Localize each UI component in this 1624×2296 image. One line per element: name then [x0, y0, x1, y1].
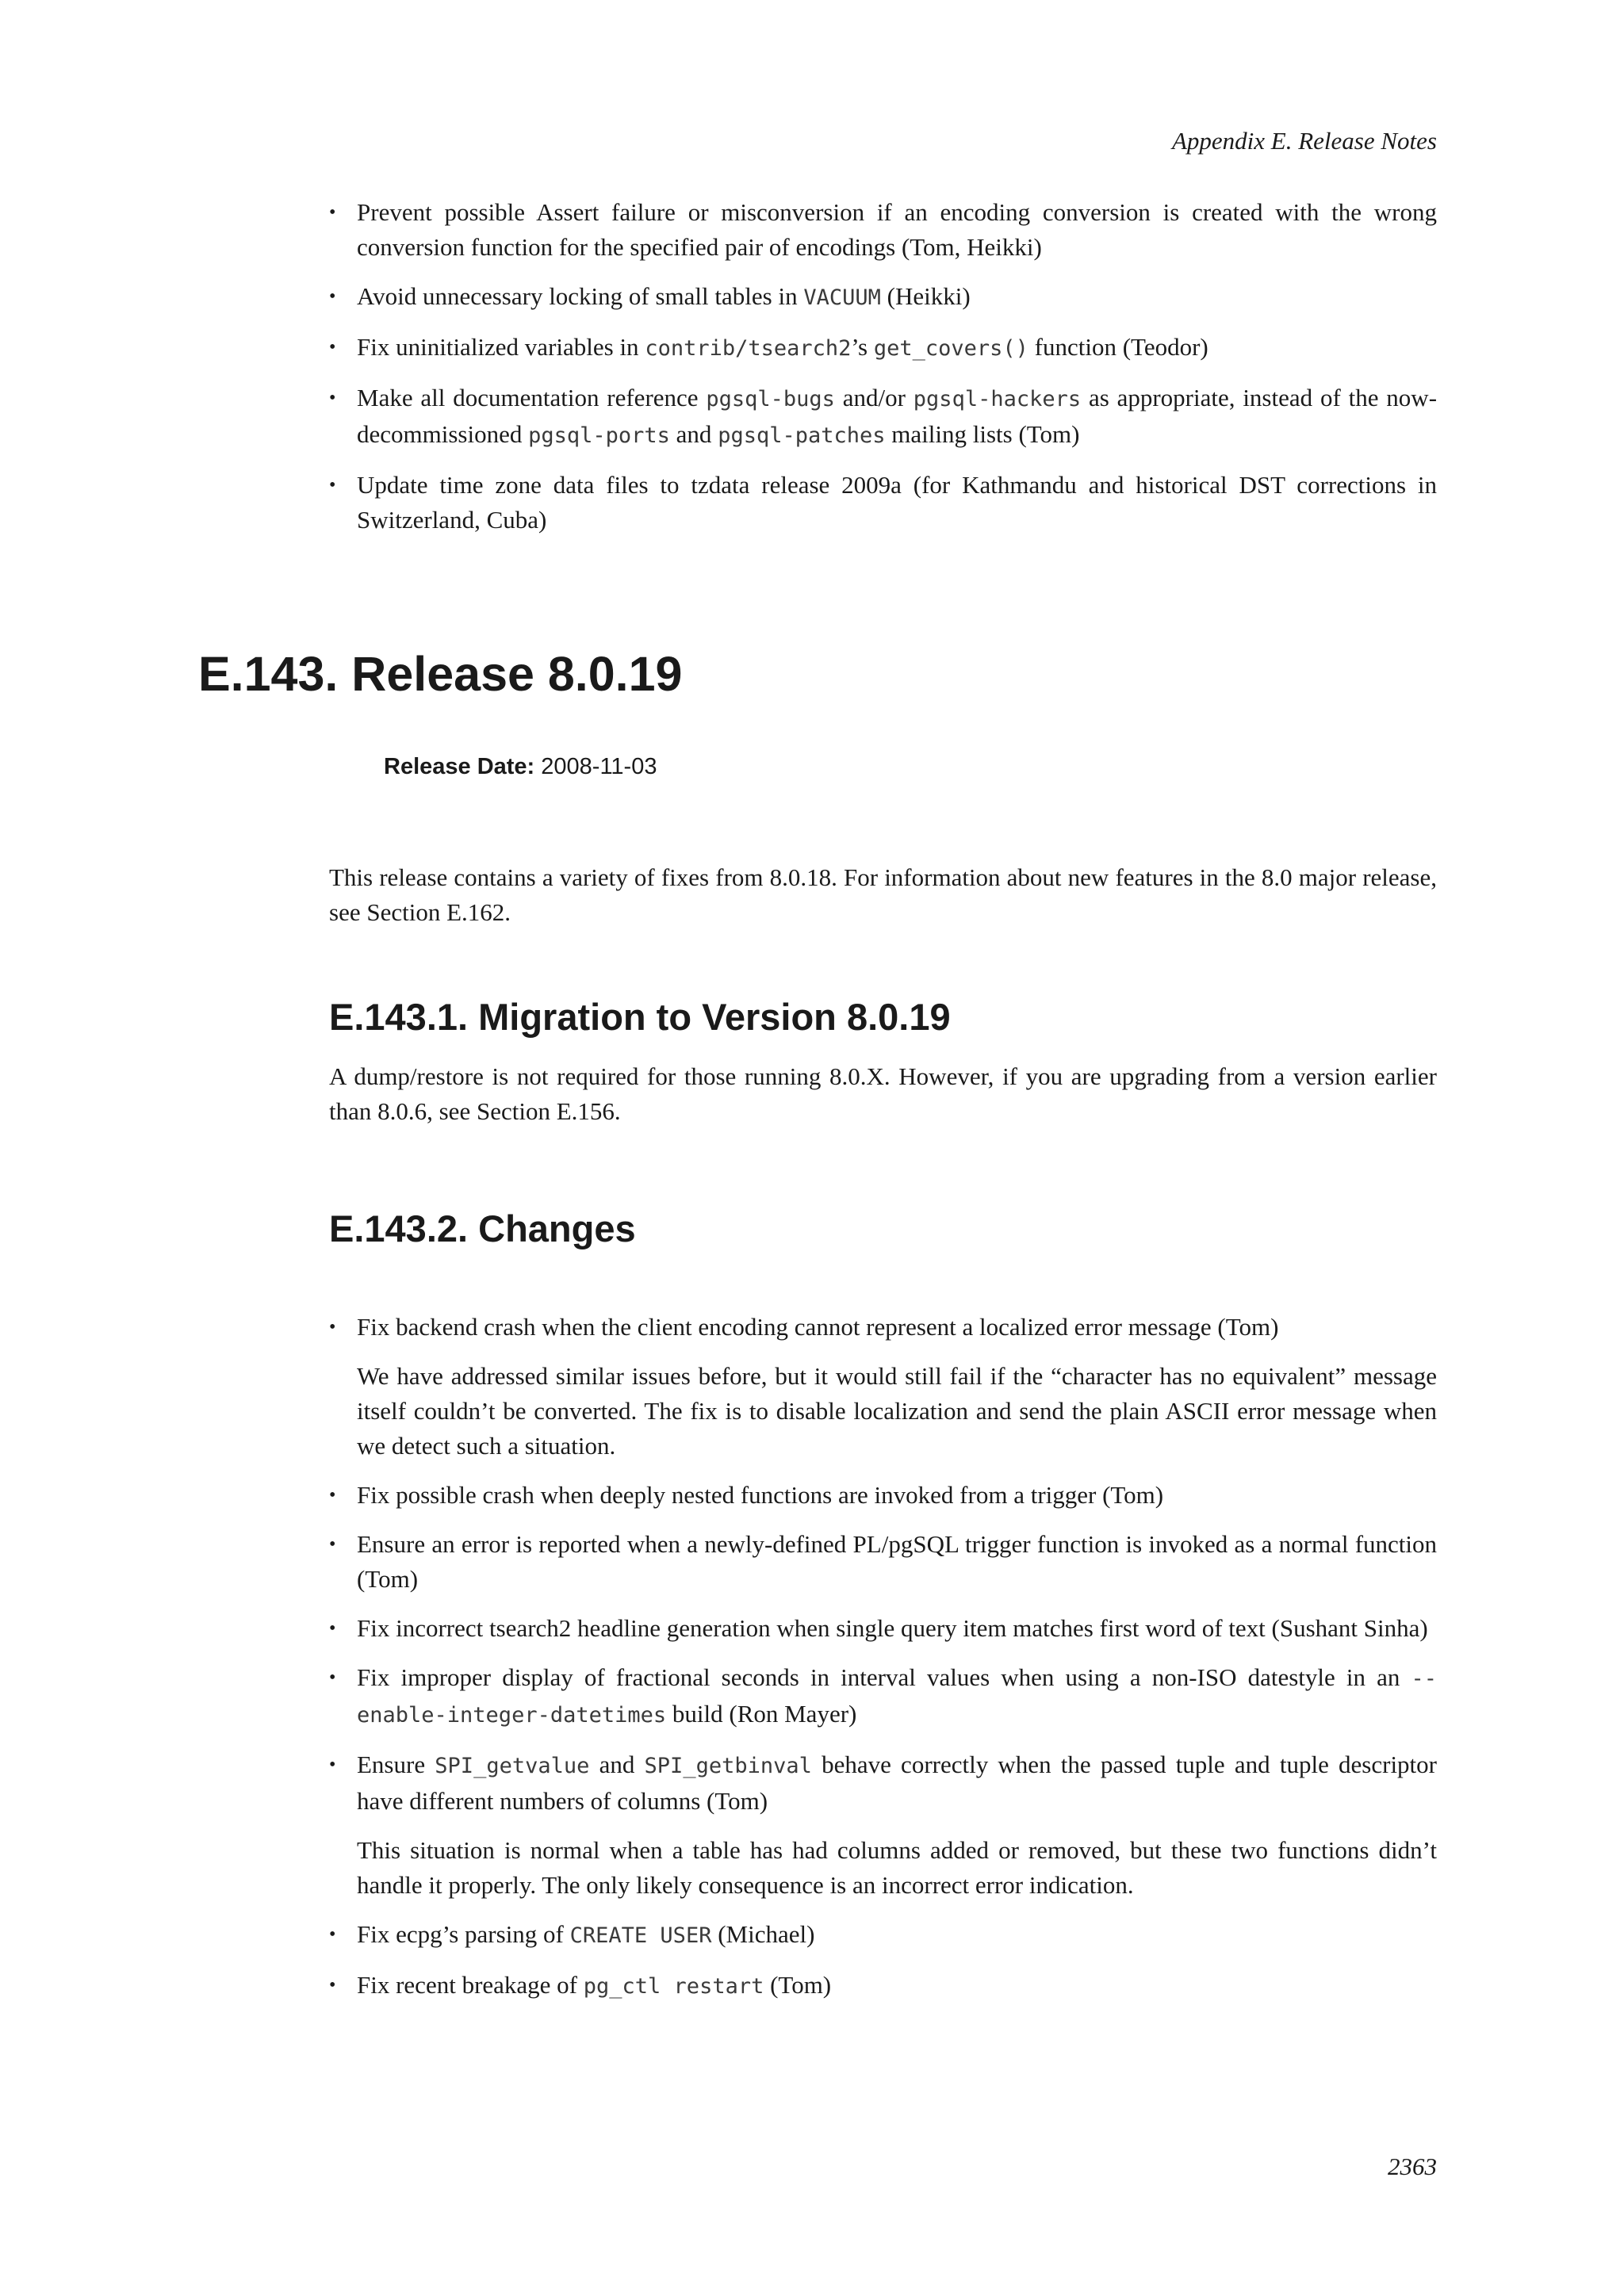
list-item: • Fix uninitialized variables in contrib/tsearch2’s get_covers() function (Teodor)	[329, 330, 1437, 366]
code-literal: --enable-integer-datetimes	[357, 1667, 1437, 1728]
code-literal: pgsql-ports	[528, 423, 670, 448]
page-number: 2363	[1388, 2152, 1437, 2180]
release-date-value: 2008-11-03	[541, 754, 657, 779]
list-item: • Fix possible crash when deeply nested functions are invoked from a trigger (Tom)	[329, 1478, 1437, 1513]
list-item: • Ensure an error is reported when a newly-defined PL/pgSQL trigger function is invoked as a normal function (Tom)	[329, 1527, 1437, 1597]
code-literal: SPI_getbinval	[644, 1754, 812, 1778]
code-literal: pgsql-hackers	[913, 387, 1082, 411]
list-item: • Fix ecpg’s parsing of CREATE USER (Michael)	[329, 1917, 1437, 1954]
list-item: • Prevent possible Assert failure or misconversion if an encoding conversion is created with the wrong conversion function for the specified pair of encodings (Tom, Heikki)	[329, 195, 1437, 265]
code-literal: VACUUM	[803, 285, 881, 310]
intro-paragraph: This release contains a variety of fixes from 8.0.18. For information about new features in the 8.0 major release, see Section E.162.	[329, 863, 1437, 926]
code-literal: contrib/tsearch2	[645, 336, 852, 361]
release-date-label: Release Date:	[384, 754, 535, 779]
section-title: E.143. Release 8.0.19	[198, 647, 683, 701]
code-literal: get_covers()	[873, 336, 1028, 361]
code-literal: SPI_getvalue	[435, 1754, 590, 1778]
list-item: • Fix backend crash when the client encoding cannot represent a localized error message (Tom) We have addressed similar issues before, but it would still fail if the “character has no equivalent” message itself couldn’t be converted. The fix is to disable localization and send the plain ASCII error message when we detect such a situation.	[329, 1310, 1437, 1464]
top-list-block	[329, 195, 1437, 552]
changes-bullet-list	[329, 1310, 1437, 2004]
list-item: • Make all documentation reference pgsql-bugs and/or pgsql-hackers as appropriate, instead of the now-decommissioned pgsql-ports and pgsql-patches mailing lists (Tom)	[329, 381, 1437, 453]
release-date-line	[384, 752, 657, 782]
list-item: • Avoid unnecessary locking of small tables in VACUUM (Heikki)	[329, 279, 1437, 316]
list-item: • Update time zone data files to tzdata release 2009a (for Kathmandu and historical DST corrections in Switzerland, Cuba)	[329, 468, 1437, 538]
changes-heading: E.143.2. Changes	[329, 1207, 636, 1249]
code-literal: pg_ctl restart	[583, 1974, 764, 1999]
migration-heading: E.143.1. Migration to Version 8.0.19	[329, 996, 951, 1038]
list-item: • Fix improper display of fractional seconds in interval values when using a non-ISO datestyle in an --enable-integer-datetimes build (Ron Mayer)	[329, 1660, 1437, 1733]
list-item: • Ensure SPI_getvalue and SPI_getbinval behave correctly when the passed tuple and tuple descriptor have different numbers of columns (Tom) This situation is normal when a table has had columns added or removed, but these two functions didn’t handle it properly. The only likely consequence is an incorrect error indication.	[329, 1747, 1437, 1903]
code-literal: pgsql-bugs	[706, 387, 835, 411]
top-bullet-list	[329, 195, 1437, 538]
list-item: • Fix recent breakage of pg_ctl restart (Tom)	[329, 1968, 1437, 2004]
intro-block	[329, 860, 1437, 930]
changes-block	[329, 1310, 1437, 2019]
code-literal: CREATE USER	[569, 1923, 712, 1948]
list-item: • Fix incorrect tsearch2 headline generation when single query item matches first word of text (Sushant Sinha)	[329, 1611, 1437, 1646]
running-header: Appendix E. Release Notes	[1171, 127, 1437, 155]
migration-paragraph: A dump/restore is not required for those running 8.0.X. However, if you are upgrading from a version earlier than 8.0.6, see Section E.156.	[329, 1062, 1437, 1125]
list-item-note: This situation is normal when a table has had columns added or removed, but these two functions didn’t handle it properly. The only likely consequence is an incorrect error indication.	[357, 1836, 1437, 1899]
code-literal: pgsql-patches	[718, 423, 886, 448]
migration-block	[329, 1059, 1437, 1129]
list-item-note: We have addressed similar issues before, but it would still fail if the “character has no equivalent” message itself couldn’t be converted. The fix is to disable localization and send the plain ASCII error message when we detect such a situation.	[357, 1362, 1437, 1460]
